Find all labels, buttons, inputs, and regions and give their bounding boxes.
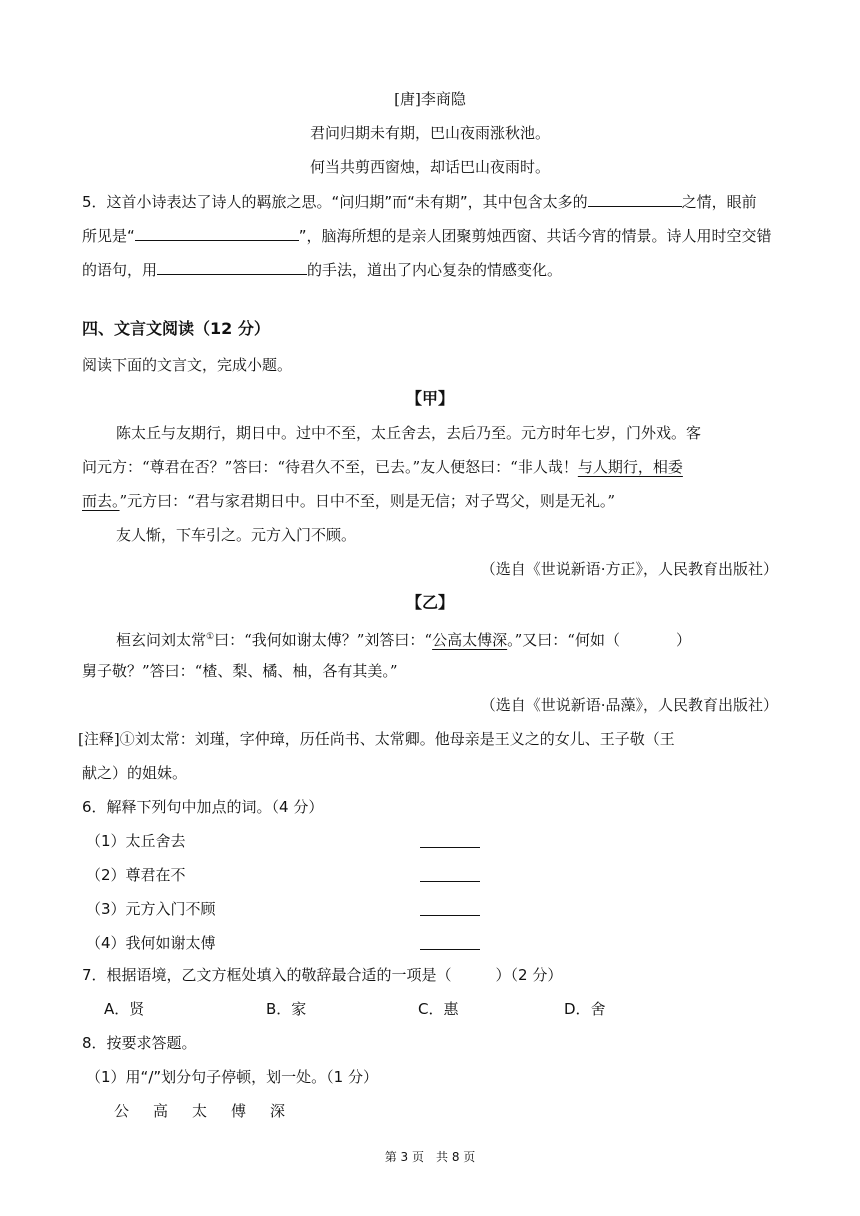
q8-char: 高 xyxy=(153,1102,169,1120)
q8-char: 傅 xyxy=(231,1102,247,1120)
q7-option-b[interactable]: B．家 xyxy=(266,1000,307,1018)
yi-para-1 xyxy=(82,626,778,651)
poem-line-2: 何当共剪西窗烛，却话巴山夜雨时。 xyxy=(309,158,550,176)
q8-char: 公 xyxy=(114,1102,130,1120)
q7-option-a[interactable]: A．贤 xyxy=(104,1000,145,1018)
q6-item-3: （3）元方入门不顾 xyxy=(86,900,216,918)
q6-answer-line-1[interactable] xyxy=(420,847,480,848)
yi-text-1c: 。”又曰：“何如（ xyxy=(507,631,620,649)
q6-stem: 6．解释下列句中加点的词。（4 分） xyxy=(82,798,324,816)
q7-stem xyxy=(82,964,778,986)
q6-answer-line-3[interactable] xyxy=(420,915,480,916)
yi-para-2: 舅子敬？”答曰：“楂、梨、橘、柚，各有其美。” xyxy=(82,662,398,680)
yi-text-1d: ） xyxy=(675,631,691,649)
q5-line-2 xyxy=(82,224,778,247)
yi-label: 【乙】 xyxy=(405,593,454,612)
q7-stem-b: ）（2 分） xyxy=(495,966,563,984)
q8-char: 太 xyxy=(192,1102,208,1120)
q6-answer-line-2[interactable] xyxy=(420,881,480,882)
q8-sub-1: （1）用“/”划分句子停顿，划一处。（1 分） xyxy=(86,1068,378,1086)
yi-source: （选自《世说新语·品藻》，人民教育出版社） xyxy=(480,696,778,714)
jia-label: 【甲】 xyxy=(405,389,454,408)
jia-text-1b: 问元方：“尊君在否？”答曰：“待君久不至，已去。”友人便怒曰：“非人哉！ xyxy=(82,458,578,476)
q5-text-1: 5．这首小诗表达了诗人的羁旅之思。“问归期”而“未有期”，其中包含太多的 xyxy=(82,193,588,211)
poem-author: [唐]李商隐 xyxy=(394,90,466,108)
jia-para-2: 友人惭，下车引之。元方入门不顾。 xyxy=(116,526,357,544)
q6-answer-line-4[interactable] xyxy=(420,949,480,950)
note-line-1: [注释]①刘太常：刘瑾，字仲璋，历任尚书、太常卿。他母亲是王义之的女儿、王子敬（王 xyxy=(78,730,675,748)
section-4-instruction: 阅读下面的文言文，完成小题。 xyxy=(82,356,293,374)
q5-line-3 xyxy=(82,258,778,281)
poem-line-1: 君问归期未有期，巴山夜雨涨秋池。 xyxy=(309,124,550,142)
q6-item-1: （1）太丘舍去 xyxy=(86,832,186,850)
q5-text-5: 的语句，用 xyxy=(82,261,158,279)
q5-blank-1[interactable] xyxy=(588,190,682,207)
jia-underlined-1: 与人期行，相委 xyxy=(577,458,683,476)
q8-stem: 8．按要求答题。 xyxy=(82,1034,197,1052)
yi-text-1a: 桓玄问刘太常 xyxy=(116,631,207,649)
q5-line-1 xyxy=(82,190,778,213)
jia-underlined-2: 而去。 xyxy=(82,492,120,510)
yi-underlined: 公高太傅深 xyxy=(432,631,508,649)
q5-text-3: 所见是“ xyxy=(82,227,135,245)
yi-text-1b: 曰：“我何如谢太傅？”刘答曰：“ xyxy=(214,631,433,649)
q6-item-2: （2）尊君在不 xyxy=(86,866,186,884)
q7-option-d[interactable]: D．舍 xyxy=(564,1000,606,1018)
q5-blank-3[interactable] xyxy=(157,258,307,275)
q6-item-4: （4）我何如谢太傅 xyxy=(86,934,216,952)
footnote-mark: ① xyxy=(206,632,215,642)
jia-source: （选自《世说新语·方正》，人民教育出版社） xyxy=(480,560,778,578)
section-4-title: 四、文言文阅读（12 分） xyxy=(82,319,270,338)
q8-char: 深 xyxy=(270,1102,286,1120)
jia-para-1c xyxy=(82,490,778,512)
jia-para-1a: 陈太丘与友期行，期日中。过中不至，太丘舍去，去后乃至。元方时年七岁，门外戏。客 xyxy=(116,424,702,442)
q5-text-6: 的手法，道出了内心复杂的情感变化。 xyxy=(307,261,563,279)
q7-option-c[interactable]: C．惠 xyxy=(418,1000,459,1018)
q5-text-2: 之情，眼前 xyxy=(681,193,757,211)
note-line-2: 献之）的姐妹。 xyxy=(82,764,188,782)
jia-para-1b xyxy=(82,456,778,478)
q8-sentence[interactable] xyxy=(114,1100,778,1122)
q7-stem-a: 7．根据语境，乙文方框处填入的敬辞最合适的一项是（ xyxy=(82,966,452,984)
page-footer: 第 3 页 共 8 页 xyxy=(384,1150,476,1164)
jia-text-1c: ”元方曰：“君与家君期日中。日中不至，则是无信；对子骂父，则是无礼。” xyxy=(119,492,616,510)
q5-text-4: ”，脑海所想的是亲人团聚剪烛西窗、共话今宵的情景。诗人用时空交错 xyxy=(298,227,772,245)
q5-blank-2[interactable] xyxy=(135,224,299,241)
